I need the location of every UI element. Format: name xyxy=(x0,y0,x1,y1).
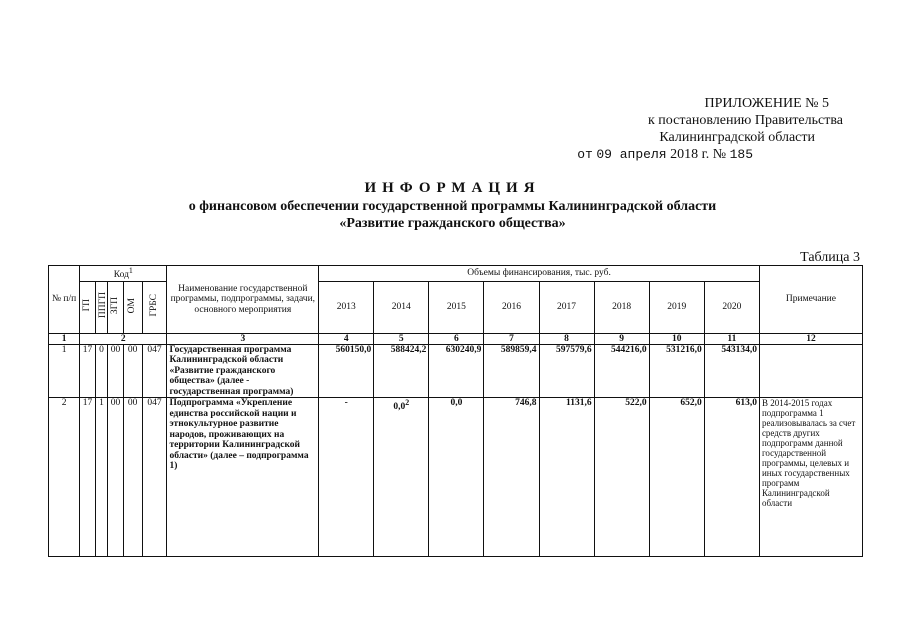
value-cell: 544216,0 xyxy=(594,344,649,398)
header-year: 2018 xyxy=(594,281,649,333)
header-code-om: ОМ xyxy=(123,281,142,333)
value-cell: 630240,9 xyxy=(429,344,484,398)
header-code-gp: ГП xyxy=(80,281,96,333)
document-title-block xyxy=(0,179,905,232)
document-title: ИНФОРМАЦИЯ xyxy=(364,180,541,196)
financing-table xyxy=(48,265,863,557)
decree-number: 185 xyxy=(729,147,753,162)
header-note: Примечание xyxy=(759,266,862,334)
code-grbs: 047 xyxy=(142,398,167,557)
code-ppgp: 1 xyxy=(95,398,107,557)
code-gp: 17 xyxy=(80,398,96,557)
column-number: 11 xyxy=(704,333,759,344)
column-number: 1 xyxy=(49,333,80,344)
header-year: 2014 xyxy=(374,281,429,333)
column-number: 2 xyxy=(80,333,167,344)
table-label: Таблица 3 xyxy=(800,250,860,265)
appendix-title: ПРИЛОЖЕНИЕ № 5 xyxy=(704,96,829,111)
value-cell: 531216,0 xyxy=(649,344,704,398)
code-om: 00 xyxy=(123,344,142,398)
header-name: Наименование государственной программы, подпрограммы, задачи, основного мероприятия xyxy=(167,266,319,334)
code-om: 00 xyxy=(123,398,142,557)
header-year: 2017 xyxy=(539,281,594,333)
row-name: Государственная программа Калининградской области «Развитие гражданского общества» (далее - государственная программа) xyxy=(167,344,319,398)
column-number: 3 xyxy=(167,333,319,344)
value-cell: 522,0 xyxy=(594,398,649,557)
row-note: В 2014-2015 годах подпрограмма 1 реализовывалась за счет средств других подпрограмм данной государственной программы, целевых и иных государственных программ Калининградской области xyxy=(759,398,862,557)
column-number: 9 xyxy=(594,333,649,344)
header-year: 2013 xyxy=(319,281,374,333)
header-code-ppgp: ППГП xyxy=(95,281,107,333)
column-number: 6 xyxy=(429,333,484,344)
row-num: 2 xyxy=(49,398,80,557)
header-year: 2016 xyxy=(484,281,539,333)
code-gp: 17 xyxy=(80,344,96,398)
column-number: 12 xyxy=(759,333,862,344)
value-cell: 588424,2 xyxy=(374,344,429,398)
table-row xyxy=(49,398,863,557)
appendix-block xyxy=(577,95,843,163)
header-year: 2020 xyxy=(704,281,759,333)
table-row xyxy=(49,344,863,398)
header-year: 2019 xyxy=(649,281,704,333)
header-code-grbs: ГРБС xyxy=(142,281,167,333)
value-cell: 543134,0 xyxy=(704,344,759,398)
column-number: 5 xyxy=(374,333,429,344)
value-cell: 560150,0 xyxy=(319,344,374,398)
column-number: 8 xyxy=(539,333,594,344)
column-number: 10 xyxy=(649,333,704,344)
value-cell: 613,0 xyxy=(704,398,759,557)
column-number: 7 xyxy=(484,333,539,344)
row-note xyxy=(759,344,862,398)
value-cell: 597579,6 xyxy=(539,344,594,398)
code-zgp: 00 xyxy=(108,398,124,557)
column-number-row xyxy=(49,333,863,344)
value-cell: 1131,6 xyxy=(539,398,594,557)
header-code: Код$^1$ xyxy=(80,266,167,282)
date-year: 2018 г. № xyxy=(670,147,727,162)
header-year: 2015 xyxy=(429,281,484,333)
date-day-month: 09 апреля xyxy=(596,147,667,162)
value-cell: $0,0^2$ xyxy=(374,398,429,557)
appendix-line-2: к постановлению Правительства xyxy=(647,113,843,128)
document-subtitle-1: о финансовом обеспечении государственной программы Калининградской области xyxy=(188,199,717,214)
code-grbs: 047 xyxy=(142,344,167,398)
column-number: 4 xyxy=(319,333,374,344)
appendix-line-3: Калининградской области xyxy=(659,130,815,145)
value-cell: 589859,4 xyxy=(484,344,539,398)
appendix-date-line xyxy=(577,146,753,163)
document-subtitle-2: «Развитие гражданского общества» xyxy=(339,216,566,231)
value-cell: 0,0 xyxy=(429,398,484,557)
code-ppgp: 0 xyxy=(95,344,107,398)
value-cell: 652,0 xyxy=(649,398,704,557)
header-volumes: Объемы финансирования, тыс. руб. xyxy=(319,266,760,282)
date-prefix: от xyxy=(577,147,593,162)
header-code-zgp: ЗГП xyxy=(108,281,124,333)
code-zgp: 00 xyxy=(108,344,124,398)
footnote-marker: 1 xyxy=(128,266,133,275)
header-num: № п/п xyxy=(49,266,80,334)
footnote-marker: 2 xyxy=(405,398,410,408)
value-cell: - xyxy=(319,398,374,557)
row-num: 1 xyxy=(49,344,80,398)
row-name: Подпрограмма «Укрепление единства российской нации и этнокультурное развитие народов, проживающих на территории Калининградской области» (далее – подпрограмма 1) xyxy=(167,398,319,557)
value-cell: 746,8 xyxy=(484,398,539,557)
